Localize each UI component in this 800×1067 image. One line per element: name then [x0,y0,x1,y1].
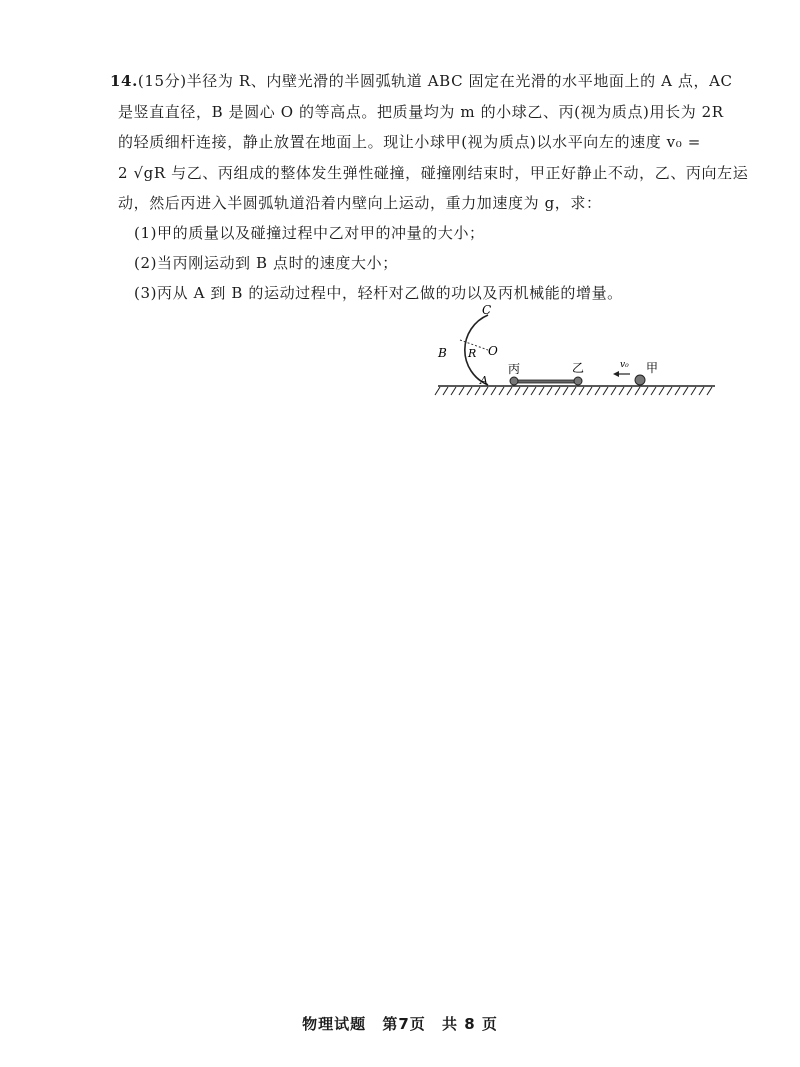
page-footer [0,1013,800,1034]
diagram-svg [430,300,720,410]
label-r: R [468,347,477,360]
question-number: 14. [110,72,138,90]
stem-line-1 [110,66,733,97]
part-1: (1)甲的质量以及碰撞过程中乙对甲的冲量的大小； [134,224,485,242]
ball-jia [635,375,645,385]
label-bing: 丙 [508,362,521,376]
stem-line-4: 2 √gR 与乙、丙组成的整体发生弹性碰撞，碰撞刚结束时，甲正好静止不动，乙、丙向左运 [118,163,749,182]
footer-page: 第7页 [382,1015,426,1033]
light-rod [514,380,578,383]
label-c: C [482,303,492,317]
ground-hatching [435,387,712,395]
velocity-arrowhead [613,371,619,377]
stem-line-3: 的轻质细杆连接，静止放置在地面上。现让小球甲(视为质点)以水平向左的速度 v₀ = [118,133,701,151]
part-3: (3)丙从 A 到 B 的运动过程中，轻杆对乙做的功以及丙机械能的增量。 [134,284,623,302]
footer-total: 共 8 页 [442,1015,498,1033]
question-points: (15分) [137,72,187,90]
label-v0: v₀ [620,360,629,370]
label-a: A [480,374,488,387]
footer-subject: 物理试题 [302,1015,367,1033]
label-yi: 乙 [572,361,585,375]
label-jia: 甲 [646,361,659,375]
label-o: O [488,344,498,358]
stem-text-line-1: 半径为 R、内壁光滑的半圆弧轨道 ABC 固定在光滑的水平地面上的 A 点，AC [186,72,733,90]
ball-bing [510,377,518,385]
stem-line-5: 动，然后丙进入半圆弧轨道沿着内壁向上运动，重力加速度为 g，求： [118,194,602,212]
label-b: B [438,346,447,360]
ball-yi [574,377,582,385]
question-14-stem [110,66,749,219]
stem-line-2: 是竖直直径，B 是圆心 O 的等高点。把质量均为 m 的小球乙、丙(视为质点)用长为 2R [118,102,724,121]
part-2: (2)当丙刚运动到 B 点时的速度大小； [134,254,398,272]
physics-diagram [430,300,720,410]
